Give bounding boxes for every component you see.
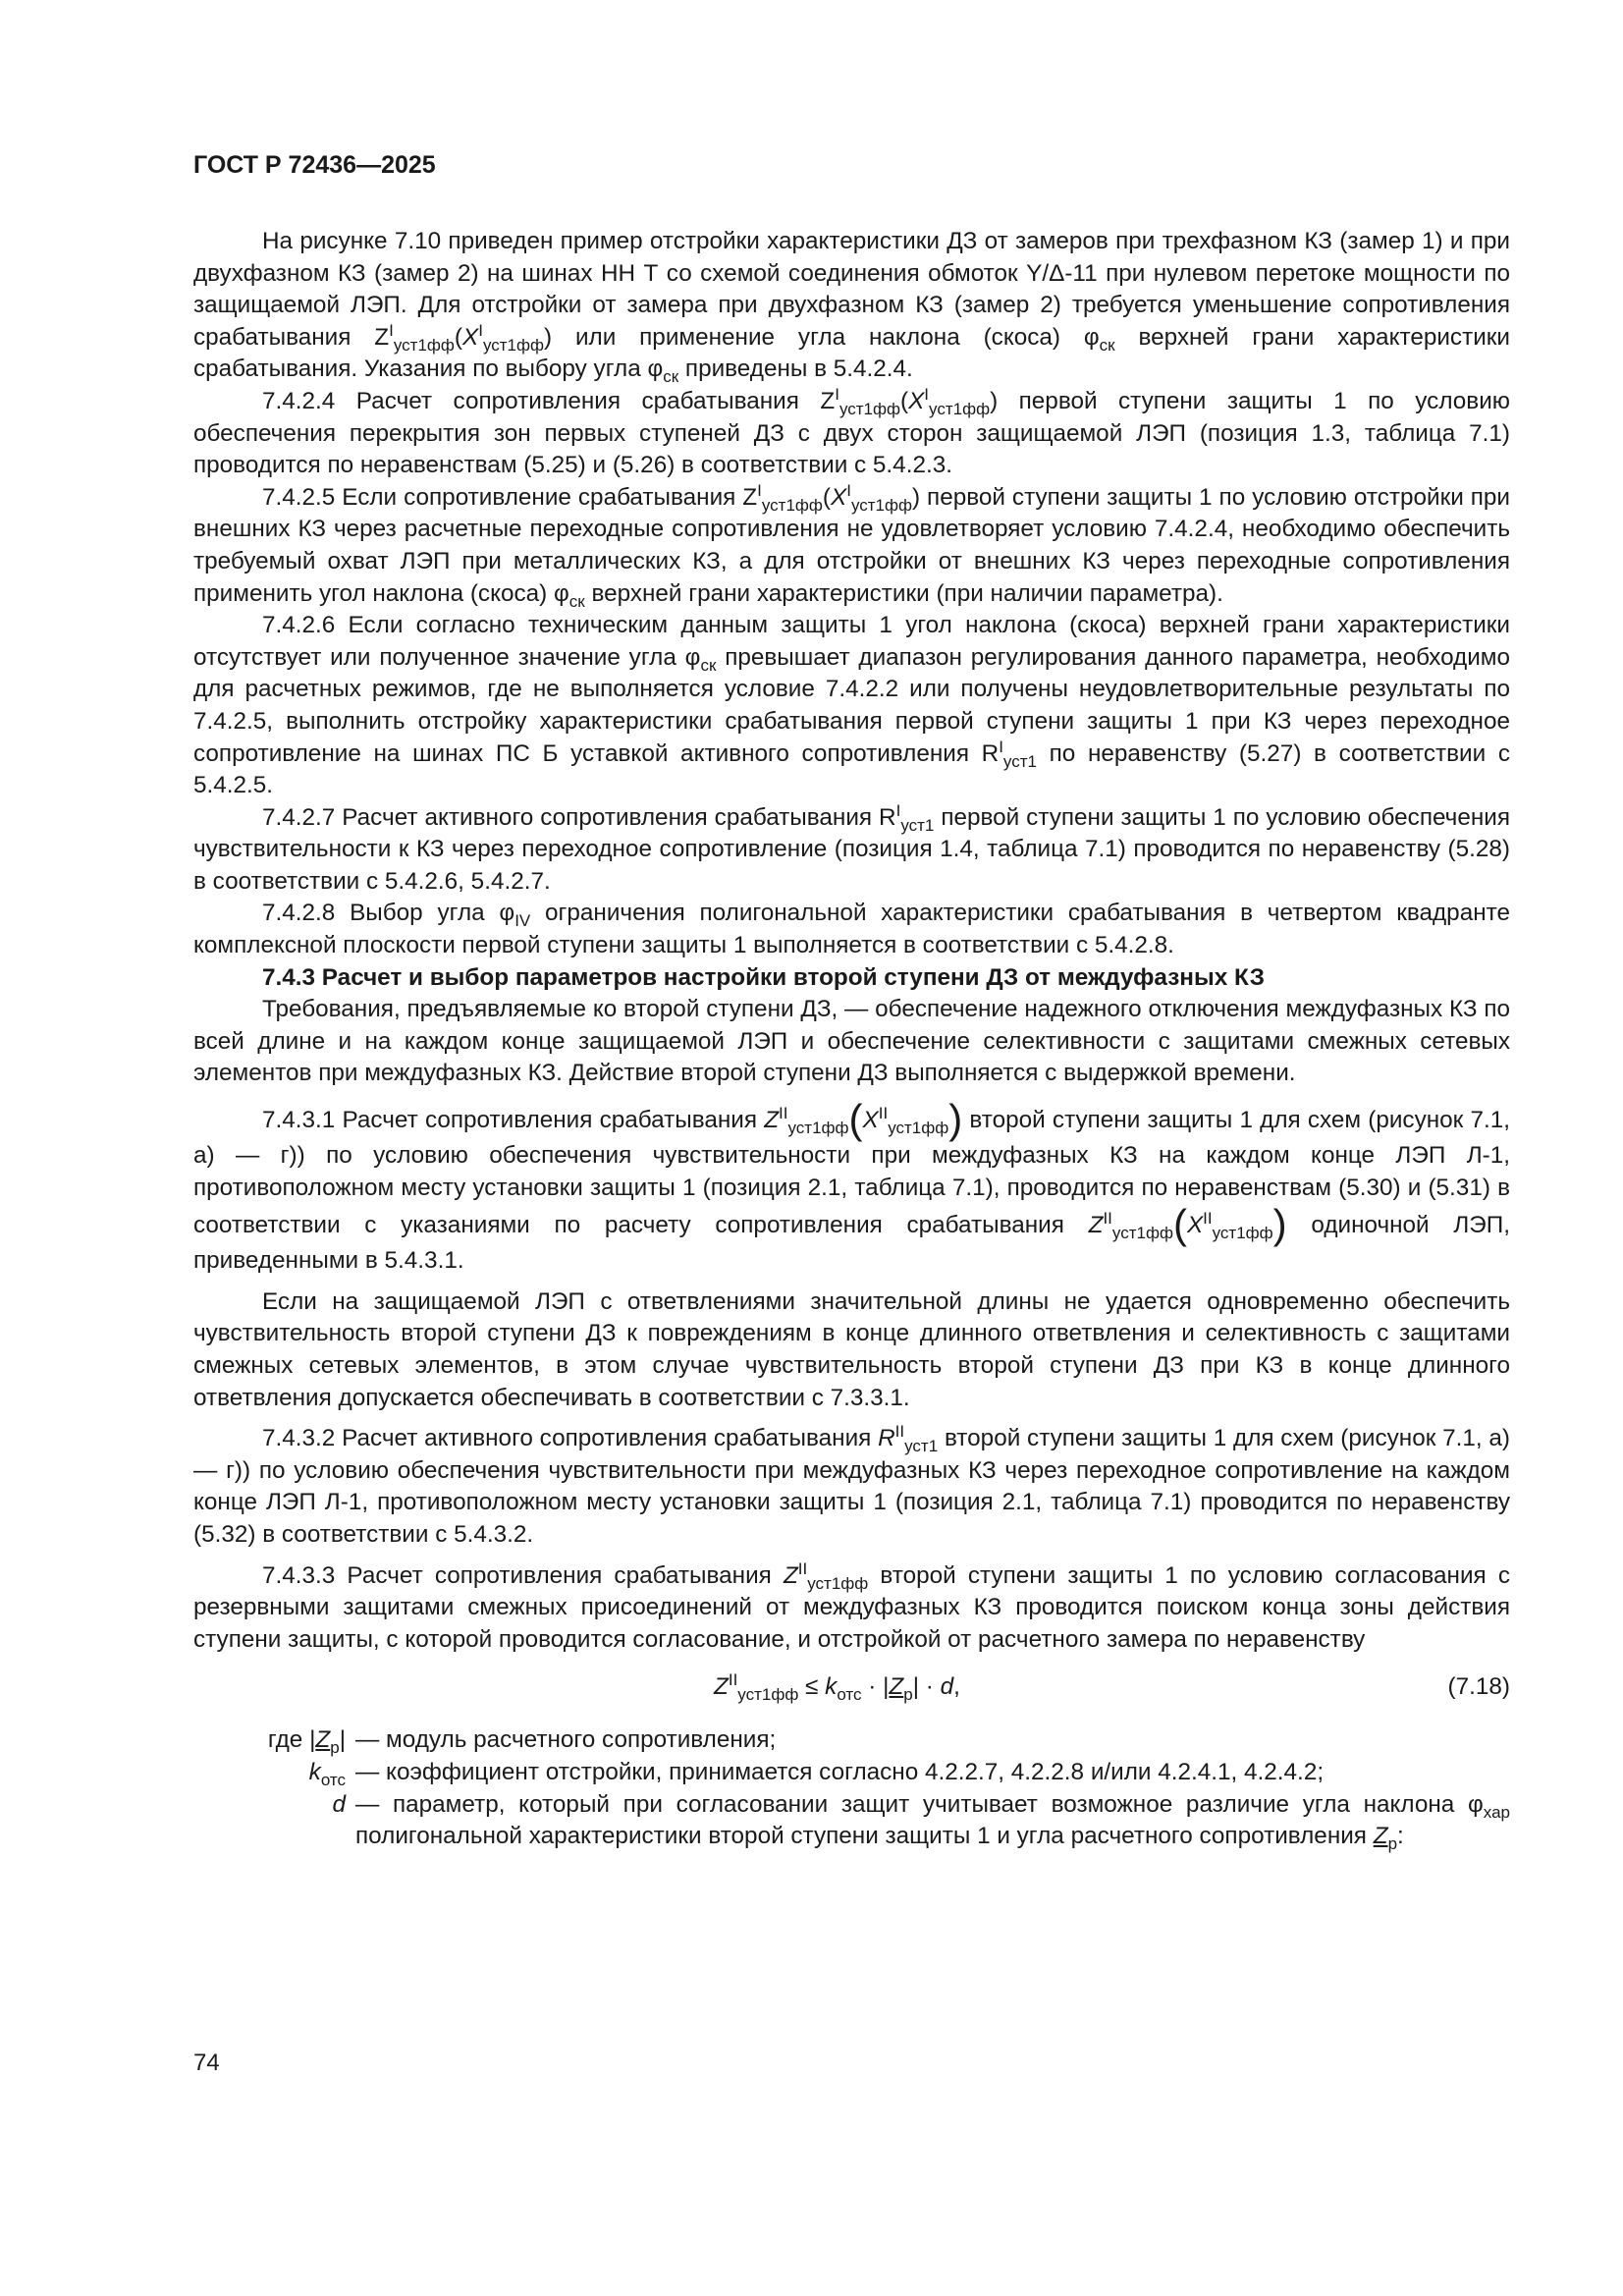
paragraph-text: На рисунке 7.10 приведен пример отстройки характеристики ДЗ от замеров при трехфазном КЗ (замер 1) и при двухфазном КЗ (замер 2) на шинах НН Т со схемой соединения обмоток Y/Δ-11 при нулевом перетоке мощности по защищаемой ЛЭП. Для отстройки от замера при двухфазном КЗ (замер 2) требуется уменьшение сопротивления срабатывания Z (193, 228, 1510, 351)
paragraph-text: превышает диапазон регулирования данного параметра, необходимо для расчетных режимов, где не выполняется условие 7.4.2.2 или получены неудовлетворительные результаты по 7.4.2.5, выполнить отстройку характеристики срабатывания первой ступени защиты 1 при КЗ через переходное сопротивление на шинах ПС Б уставкой активного сопротивления R (193, 643, 1511, 767)
paragraph-text: второй ступени защиты 1 по условию согласования с резервными защитами смежных присоединений от междуфазных КЗ проводится поиском конца зоны действия ступени защиты, с которой проводится согласование, и отстройкой от расчетного замера по неравенству (193, 1561, 1510, 1653)
clause-7-4-2-4: 7.4.2.4 Расчет сопротивления срабатывания $Z^I_{уст1фф}(X^I_{уст1фф})$ первой ступени защиты 1 по условию обеспечения перекрытия зон первых ступеней ДЗ с двух сторон защищаемой ЛЭП (позиция 1.3, таблица 7.1) проводится по неравенствам (5.25) и (5.26) в соответствии с 5.4.2.3. (193, 384, 1510, 479)
equation-7-18 (193, 1664, 1510, 1715)
paragraph-text: или применение угла наклона (скоса) φ (552, 323, 1100, 351)
clause-7-4-2-8: 7.4.2.8 Выбор угла $\varphi_{IV}$ ограничения полигональной характеристики срабатывания в четвертом квадранте комплексной плоскости первой ступени защиты 1 выполняется в соответствии с 5.4.2.8. (193, 900, 1510, 959)
paragraph-text: приведены в 5.4.2.4. (678, 355, 913, 383)
paragraph-text: второй ступени защиты 1 для схем (рисунок 7.1, а) — г)) по условию обеспечения чувствительности при междуфазных КЗ через переходное сопротивление на каждом конце ЛЭП Л-1, противоположном месту установки защиты 1 (позиция 2.1, таблица 7.1) проводится по неравенству (5.32) в соответствии с 5.4.3.2. (193, 1425, 1510, 1548)
paragraph-text: ограничения полигональной характеристики срабатывания в четвертом квадранте комплексной плоскости первой ступени защиты 1 выполняется в соответствии с 5.4.2.8. (193, 900, 1510, 959)
paragraph: Если на защищаемой ЛЭП с ответвлениями значительной длины не удается одновременно обеспечить чувствительность второй ступени ДЗ к повреждениям в конце длинного ответвления и селективность с защитами смежных сетевых элементов, в этом случае чувствительность второй ступени ДЗ при КЗ в конце длинного ответвления допускается обеспечивать в соответствии с 7.3.3.1. (193, 1287, 1510, 1411)
page-number: 74 (193, 2050, 220, 2076)
paragraph-text: — параметр, который при согласовании защит учитывает возможное различие угла наклона φ (355, 1790, 1484, 1818)
paragraph-text: 7.4.2.5 Если сопротивление срабатывания Z (262, 483, 758, 511)
paragraph: Требования, предъявляемые ко второй ступени ДЗ, — обеспечение надежного отключения междуфазных КЗ по всей длине и на каждом конце защищаемой ЛЭП и обеспечение селективности с защитами смежных сетевых элементов при междуфазных КЗ. Действие второй ступени ДЗ выполняется с выдержкой времени. (193, 996, 1510, 1087)
paragraph-text: одиночной ЛЭП, приведенными в 5.4.3.1. (193, 1212, 1510, 1275)
definition-text: — коэффициент отстройки, принимается согласно 4.2.2.7, 4.2.2.8 и/или 4.2.4.1, 4.2.4.2; (355, 1758, 1325, 1785)
paragraph-text: по неравенству (5.27) в соответствии с 5.4.2.5. (193, 739, 1510, 799)
paragraph-text: 7.4.3.3 Расчет сопротивления срабатывания (262, 1561, 772, 1589)
equation-formula: $Z^{II}_{уст1фф} \le k_{отс} \cdot |Z_р| \cdot d$, (714, 1670, 960, 1705)
paragraph-text: : (1397, 1823, 1404, 1850)
clause-7-4-3-2: 7.4.3.2 Расчет активного сопротивления срабатывания $R^{II}_{уст1}$ второй ступени защиты 1 для схем (рисунок 7.1, а) — г)) по условию обеспечения чувствительности при междуфазных КЗ через переходное сопротивление на каждом конце ЛЭП Л-1, противоположном месту установки защиты 1 (позиция 2.1, таблица 7.1) проводится по неравенству (5.32) в соответствии с 5.4.3.2. (193, 1422, 1510, 1548)
definitions-list (193, 1724, 1510, 1852)
definition-term: где $|Z_р|$ (267, 1726, 346, 1758)
equation-number: (7.18) (1447, 1673, 1510, 1701)
paragraph-text: второй ступени защиты 1 для схем (рисунок 7.1, а) — г)) по условию обеспечения чувствительности при междуфазных КЗ на каждом конце ЛЭП Л-1, противоположном месту установки защиты 1 (позиция 2.1, таблица 7.1), проводится по неравенствам (5.30) и (5.31) в соответствии с указаниями по расчету сопротивления срабатывания (193, 1107, 1510, 1239)
paragraph-text: первой ступени защиты 1 по условию обеспечения чувствительности к КЗ через переходное сопротивление (позиция 1.4, таблица 7.1) проводится по неравенству (5.28) в соответствии с 5.4.2.6, 5.4.2.7. (193, 803, 1510, 895)
paragraph-text: 7.4.3.2 Расчет активного сопротивления срабатывания (262, 1425, 872, 1452)
clause-7-4-2-5: 7.4.2.5 Если сопротивление срабатывания $Z^I_{уст1фф}(X^I_{уст1фф})$ первой ступени защиты 1 по условию отстройки при внешних КЗ через расчетные переходные сопротивления не удовлетворяет условию 7.4.2.4, необходимо обеспечить требуемый охват ЛЭП при металлических КЗ, а для отстройки от внешних КЗ через переходные сопротивления применить угол наклона (скоса) $\varphi_{ск}$ верхней грани характеристики (при наличии параметра). (193, 480, 1510, 611)
definition-term: $k_{отс}$ (308, 1758, 346, 1789)
definition-row (193, 1724, 1510, 1757)
paragraph-text: 7.4.3.1 Расчет сопротивления срабатывания (262, 1107, 757, 1134)
paragraph-text: полигональной характеристики второй ступени защиты 1 и угла расчетного сопротивления (355, 1823, 1374, 1850)
paragraph-text: 7.4.2.8 Выбор угла φ (262, 900, 515, 927)
paragraph-text: первой ступени защиты 1 по условию обеспечения перекрытия зон первых ступеней ДЗ с двух сторон защищаемой ЛЭП (позиция 1.3, таблица 7.1) проводится по неравенствам (5.25) и (5.26) в соответствии с 5.4.2.3. (193, 387, 1510, 479)
definition-term: d (332, 1790, 346, 1818)
section-heading: 7.4.3 Расчет и выбор параметров настройки второй ступени ДЗ от междуфазных КЗ (262, 963, 1265, 991)
paragraph: На рисунке 7.10 приведен пример отстройки характеристики ДЗ от замеров при трехфазном КЗ (замер 1) и при двухфазном КЗ (замер 2) на шинах НН Т со схемой соединения обмоток Y/Δ-11 при нулевом перетоке мощности по защищаемой ЛЭП. Для отстройки от замера при двухфазном КЗ (замер 2) требуется уменьшение сопротивления срабатывания $Z^I_{уст1фф}(X^I_{уст1фф})$ или применение угла наклона (скоса) $\varphi_{ск}$ верхней грани характеристики срабатывания. Указания по выбору угла $\varphi_{ск}$ приведены в 5.4.2.4. (193, 228, 1510, 387)
paragraph-text: верхней грани характеристики срабатывания. Указания по выбору угла φ (193, 323, 1510, 383)
definition-row (193, 1789, 1510, 1853)
clause-7-4-2-7: 7.4.2.7 Расчет активного сопротивления срабатывания $R^I_{уст1}$ первой ступени защиты 1 по условию обеспечения чувствительности к КЗ через переходное сопротивление (позиция 1.4, таблица 7.1) проводится по неравенству (5.28) в соответствии с 5.4.2.6, 5.4.2.7. (193, 800, 1510, 895)
document-body (193, 226, 1510, 1853)
paragraph-text: 7.4.2.7 Расчет активного сопротивления срабатывания R (262, 803, 896, 831)
clause-7-4-3-1: 7.4.3.1 Расчет сопротивления срабатывания $Z^{II}_{уст1фф}(X^{II}_{уст1фф})$ второй ступени защиты 1 для схем (рисунок 7.1, а) — г)) по условию обеспечения чувствительности при междуфазных КЗ на каждом конце ЛЭП Л-1, противоположном месту установки защиты 1 (позиция 2.1, таблица 7.1), проводится по неравенствам (5.30) и (5.31) в соответствии с указаниями по расчету сопротивления срабатывания $Z^{II}_{уст1фф}(X^{II}_{уст1фф})$ одиночной ЛЭП, приведенными в 5.4.3.1. (193, 1096, 1510, 1275)
where-label: где (267, 1726, 303, 1754)
definition-text: — модуль расчетного сопротивления; (355, 1726, 777, 1754)
clause-7-4-3-3: 7.4.3.3 Расчет сопротивления срабатывания $Z^{II}_{уст1фф}$ второй ступени защиты 1 по условию согласования с резервными защитами смежных присоединений от междуфазных КЗ проводится поиском конца зоны действия ступени защиты, с которой проводится согласование, и отстройкой от расчетного замера по неравенству (193, 1558, 1510, 1653)
paragraph-text: 7.4.2.6 Если согласно техническим данным защиты 1 угол наклона (скоса) верхней грани характеристики отсутствует или полученное значение угла φ (193, 612, 1510, 671)
paragraph-text: 7.4.2.4 Расчет сопротивления срабатывания Z (262, 387, 836, 414)
definition-row (193, 1757, 1510, 1789)
clause-7-4-2-6: 7.4.2.6 Если согласно техническим данным защиты 1 угол наклона (скоса) верхней грани характеристики отсутствует или полученное значение угла $\varphi_{ск}$ превышает диапазон регулирования данного параметра, необходимо для расчетных режимов, где не выполняется условие 7.4.2.2 или получены неудовлетворительные результаты по 7.4.2.5, выполнить отстройку характеристики срабатывания первой ступени защиты 1 при КЗ через переходное сопротивление на шинах ПС Б уставкой активного сопротивления $R^I_{уст1}$ по неравенству (5.27) в соответствии с 5.4.2.5. (193, 612, 1511, 799)
paragraph-text: верхней грани характеристики (при наличии параметра). (584, 579, 1223, 607)
paragraph-text: первой ступени защиты 1 по условию отстройки при внешних КЗ через расчетные переходные сопротивления не удовлетворяет условию 7.4.2.4, необходимо обеспечить требуемый охват ЛЭП при металлических КЗ, а для отстройки от внешних КЗ через переходные сопротивления применить угол наклона (скоса) φ (193, 483, 1510, 607)
document-header: ГОСТ Р 72436—2025 (193, 151, 436, 179)
definition-text: — параметр, который при согласовании защит учитывает возможное различие угла наклона $\varphi_{хар}$ полигональной характеристики второй ступени защиты 1 и угла расчетного сопротивления $Z_р$: (355, 1790, 1510, 1853)
